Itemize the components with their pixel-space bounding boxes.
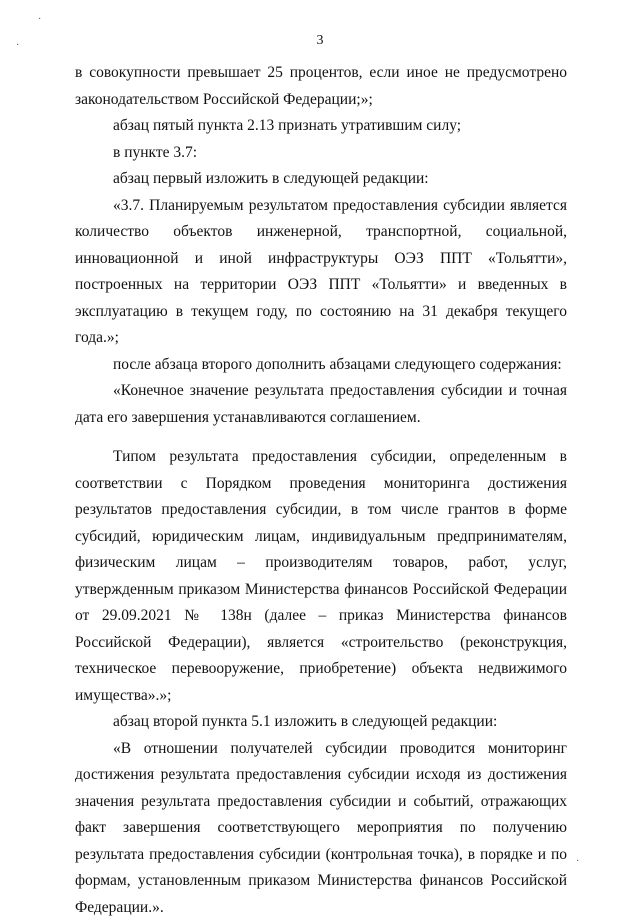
paragraph: «Конечное значение результата предоставления субсидии и точная дата его завершения устанавливаются соглашением. xyxy=(75,378,567,431)
paragraph: в совокупности превышает 25 процентов, если иное не предусмотрено законодательством Российской Федерации;»; xyxy=(75,60,567,113)
paragraph: абзац пятый пункта 2.13 признать утратившим силу; xyxy=(75,113,567,140)
paragraph: абзац первый изложить в следующей редакции: xyxy=(75,166,567,193)
paragraph: в пункте 3.7: xyxy=(75,140,567,167)
paragraph: «В отношении получателей субсидии проводится мониторинг достижения результата предоставления субсидии исходя из достижения значения результата предоставления субсидии и событий, отражающих факт завершения соответствующего мероприятия по получению результата предоставления субсидии (контрольная точка), в порядке и по формам, установленным приказом Министерства финансов Российской Федерации.». xyxy=(75,736,567,921)
paragraph: после абзаца второго дополнить абзацами следующего содержания: xyxy=(75,352,567,379)
scan-speck: · xyxy=(576,856,579,867)
paragraph: Типом результата предоставления субсидии, определенным в соответствии с Порядком проведения мониторинга достижения результатов предоставления субсидии, в том числе грантов в форме субсидий, юридическим лицам, индивидуальным предпринимателям, физическим лицам – производителям товаров, работ, услуг, утвержденным приказом Министерства финансов Российской Федерации от 29.09.2021 № 138н (далее – приказ Министерства финансов Российской Федерации), является «строительство (реконструкция, техническое перевооружение, приобретение) объекта недвижимого имущества».»; xyxy=(75,444,567,709)
paragraph: абзац второй пункта 5.1 изложить в следующей редакции: xyxy=(75,709,567,736)
document-body xyxy=(75,60,567,921)
scan-speck: · xyxy=(16,40,19,51)
scan-speck: · xyxy=(38,14,41,25)
paragraph: «3.7. Планируемым результатом предоставления субсидии является количество объектов инженерной, транспортной, социальной, инновационной и иной инфраструктуры ОЭЗ ППТ «Тольятти», построенных на территории ОЭЗ ППТ «Тольятти» и введенных в эксплуатацию в текущем году, по состоянию на 31 декабря текущего года.»; xyxy=(75,193,567,352)
page-number: 3 xyxy=(0,33,640,49)
